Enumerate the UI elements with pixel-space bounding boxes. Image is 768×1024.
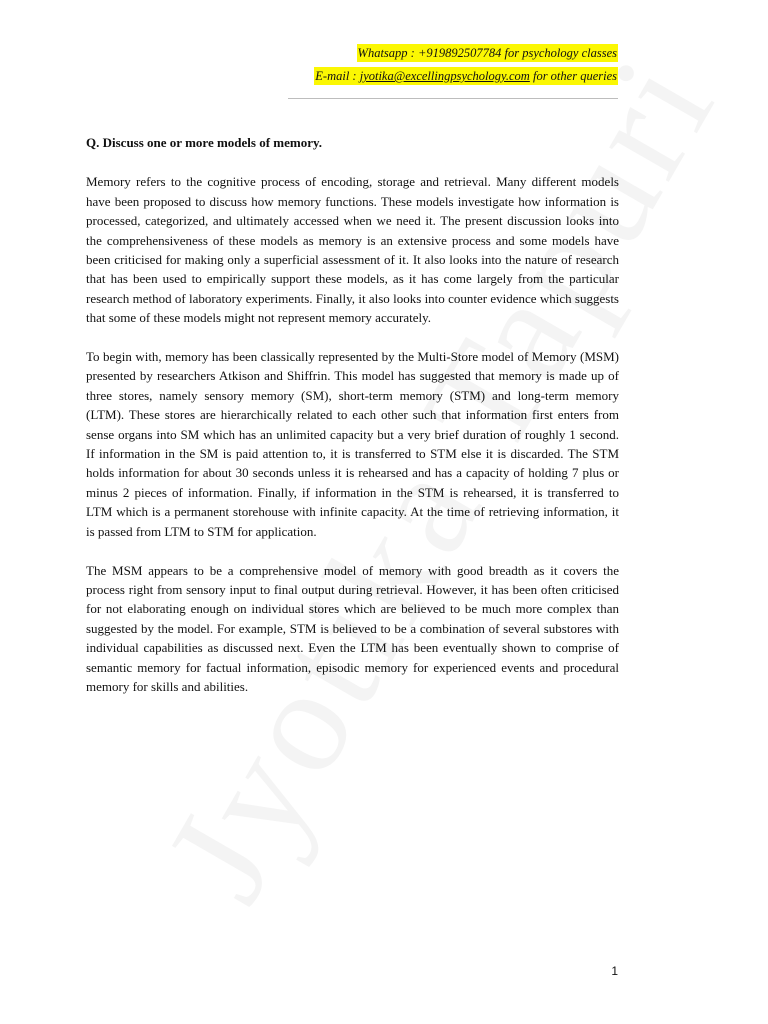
whatsapp-line — [314, 42, 618, 65]
email-highlight — [314, 67, 618, 85]
email-link[interactable]: jyotika@excellingpsychology.com — [359, 69, 530, 83]
paragraph-msm-evaluation: The MSM appears to be a comprehensive model of memory with good breadth as it covers the process right from sensory input to final output during retrieval. However, it has been often criticised for not elaborating enough on individual stores which are believed to be much more complex than suggested by the model. For example, STM is believed to be a combination of several substores with individual capabilities as discussed next. Even the LTM has been eventually shown to comprise of semantic memory for factual information, episodic memory for experienced events and procedural memory for skills and abilities. — [86, 562, 619, 694]
question-heading: Q. Discuss one or more models of memory. — [86, 135, 323, 150]
paragraph-intro: Memory refers to the cognitive process of encoding, storage and retrieval. Many different models have been proposed to discuss how memory functions. These models investigate how information is processed, categorized, and ultimately accessed when we need it. The present discussion looks into the comprehensiveness of these models as memory is an extensive process and some models have been criticised for making only a superficial assessment of it. It also looks into the nature of research that has been used to empirically support these models, as it has come largely from the particular research method of laboratory experiments. Finally, it also looks into counter evidence which suggests that some of these models might not represent memory accurately. — [86, 174, 619, 326]
page-number: 1 — [611, 964, 618, 978]
paragraph-msm-description: To begin with, memory has been classically represented by the Multi-Store model of Memory (MSM) presented by researchers Atkison and Shiffrin. This model has suggested that memory is made up of three stores, namely sensory memory (SM), short-term memory (STM) and long-term memory (LTM). These stores are hierarchically related to each other such that information first enters from sense organs into SM which has an unlimited capacity but a very brief duration of roughly 1 second. If information in the SM is paid attention to, it is transferred to STM else it is discarded. The STM holds information for about 30 seconds unless it is rehearsed and has a capacity of holding 7 plus or minus 2 pieces of information. Finally, if information in the STM is rehearsed, it is transferred to LTM which is a permanent storehouse with infinite capacity. At the time of retrieving information, it is passed from LTM to STM for application. — [86, 349, 619, 539]
header-divider — [288, 98, 618, 99]
email-suffix: for other queries — [529, 69, 617, 83]
contact-header — [314, 42, 618, 88]
whatsapp-text: Whatsapp : +919892507784 for psychology classes — [357, 46, 617, 60]
document-body — [86, 133, 619, 716]
email-line — [314, 65, 618, 88]
email-prefix: E-mail : — [315, 69, 360, 83]
